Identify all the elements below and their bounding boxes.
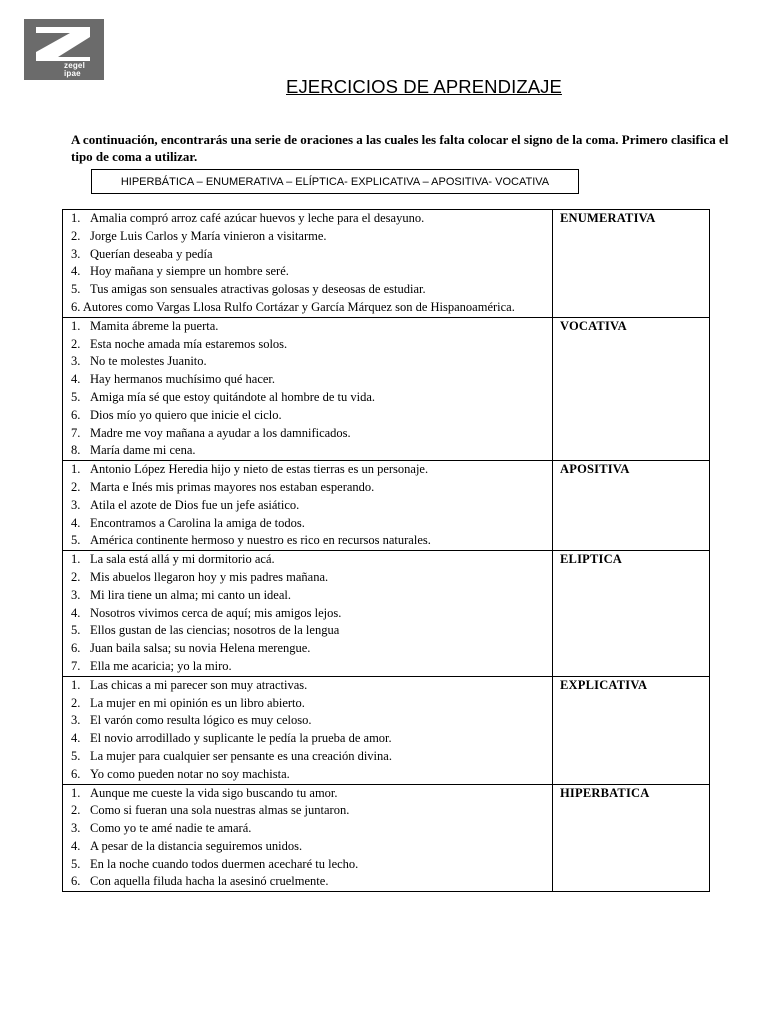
sentence-item (71, 263, 545, 281)
sentence-text: La mujer en mi opinión es un libro abierto. (90, 695, 305, 710)
sentence-text: Las chicas a mi parecer son muy atractivas. (90, 677, 308, 692)
sentence-text: María dame mi cena. (90, 443, 196, 458)
sentence-text: Esta noche amada mía estaremos solos. (90, 336, 288, 351)
sentence-text: Tus amigas son sensuales atractivas golosas y deseosas de estudiar. (90, 282, 426, 297)
sentence-item (71, 371, 545, 389)
sentence-item (71, 281, 545, 299)
sentence-number: 2. (71, 336, 81, 351)
sentence-text: Hoy mañana y siempre un hombre seré. (90, 264, 289, 279)
sentence-item (71, 802, 545, 820)
sentence-number: 3. (71, 713, 81, 728)
sentence-text: Jorge Luis Carlos y María vinieron a visitarme. (90, 228, 327, 243)
sentence-list (63, 784, 553, 892)
exercise-row (63, 461, 710, 551)
sentence-item (71, 873, 545, 891)
sentence-text: A pesar de la distancia seguiremos unidos. (90, 838, 303, 853)
sentence-number: 7. (71, 425, 81, 440)
sentence-item (71, 353, 545, 371)
sentence-number: 3. (71, 246, 81, 261)
sentence-number: 4. (71, 605, 81, 620)
sentence-text: La mujer para cualquier ser pensante es una creación divina. (90, 748, 392, 763)
sentence-list (63, 551, 553, 677)
sentence-text: El novio arrodillado y suplicante le pedía la prueba de amor. (90, 731, 392, 746)
sentence-item (71, 695, 545, 713)
sentence-text: Nosotros vivimos cerca de aquí; mis amigos lejos. (90, 605, 342, 620)
sentence-item (71, 569, 545, 587)
sentence-item (71, 515, 545, 533)
sentence-number: 1. (71, 552, 81, 567)
sentence-text: Antonio López Heredia hijo y nieto de estas tierras es un personaje. (90, 462, 429, 477)
exercise-row (63, 784, 710, 892)
sentence-text: Aunque me cueste la vida sigo buscando tu amor. (90, 785, 338, 800)
comma-type-answer: ENUMERATIVA (553, 210, 710, 318)
sentence-number: 1. (71, 462, 81, 477)
sentence-number: 8. (71, 443, 81, 458)
sentence-text: Como yo te amé nadie te amará. (90, 821, 252, 836)
sentence-text: Autores como Vargas Llosa Rulfo Cortázar y García Márquez son de Hispanoamérica. (82, 299, 515, 314)
sentence-text: El varón como resulta lógico es muy celoso. (90, 713, 312, 728)
sentence-item (71, 838, 545, 856)
comma-type-answer: APOSITIVA (553, 461, 710, 551)
sentence-text: Mamita ábreme la puerta. (90, 318, 219, 333)
sentence-item (71, 730, 545, 748)
sentence-text: Marta e Inés mis primas mayores nos estaban esperando. (90, 479, 375, 494)
sentence-text: Amalia compró arroz café azúcar huevos y leche para el desayuno. (90, 211, 425, 225)
sentence-number: 2. (71, 479, 81, 494)
comma-type-answer: VOCATIVA (553, 317, 710, 460)
sentence-item (71, 785, 545, 803)
logo-line1: zegel (64, 61, 86, 70)
sentence-number: 2. (71, 695, 81, 710)
sentence-item (71, 748, 545, 766)
exercise-row (63, 317, 710, 460)
sentence-item (71, 407, 545, 425)
sentence-number: 1. (71, 785, 81, 800)
sentence-item (71, 425, 545, 443)
sentence-item (71, 658, 545, 676)
sentence-number: 3. (71, 821, 81, 836)
exercise-row (63, 210, 710, 318)
sentence-item (71, 856, 545, 874)
sentence-number: 5. (71, 748, 81, 763)
sentence-item (71, 461, 545, 479)
sentence-text: Encontramos a Carolina la amiga de todos. (90, 515, 305, 530)
sentence-text: Mis abuelos llegaron hoy y mis padres mañana. (90, 569, 329, 584)
instructions: A continuación, encontrarás una serie de oraciones a las cuales les falta colocar el signo de la coma. Primero clasifica el tipo de coma a utilizar. (71, 132, 729, 164)
sentence-number: 5. (71, 533, 81, 548)
page-title: EJERCICIOS DE APRENDIZAJE (286, 76, 562, 97)
sentence-number: 5. (71, 389, 81, 404)
sentence-text: Ella me acaricia; yo la miro. (90, 658, 232, 673)
sentence-item (71, 712, 545, 730)
sentence-text: Amiga mía sé que estoy quitándote al hombre de tu vida. (90, 389, 375, 404)
zegel-ipae-logo (24, 19, 104, 80)
sentence-item (71, 479, 545, 497)
sentence-text: Querían deseaba y pedía (90, 246, 213, 261)
sentence-item (71, 587, 545, 605)
sentence-number: 6. (71, 874, 81, 889)
comma-types-box: HIPERBÁTICA – ENUMERATIVA – ELÍPTICA- EXPLICATIVA – APOSITIVA- VOCATIVA (91, 169, 579, 194)
sentence-item (71, 622, 545, 640)
sentence-item (71, 228, 545, 246)
sentence-number: 5. (71, 282, 81, 297)
comma-type-answer: ELIPTICA (553, 551, 710, 677)
sentence-text: No te molestes Juanito. (90, 354, 207, 369)
sentence-number: 4. (71, 731, 81, 746)
sentence-number: 2. (71, 569, 81, 584)
sentence-item (71, 605, 545, 623)
sentence-item (71, 299, 545, 317)
sentence-number: 6. (71, 641, 81, 656)
sentence-item (71, 532, 545, 550)
sentence-list (63, 210, 553, 318)
sentence-number: 3. (71, 354, 81, 369)
sentence-text: La sala está allá y mi dormitorio acá. (90, 552, 275, 567)
sentence-item (71, 677, 545, 695)
sentence-number: 2. (71, 228, 81, 243)
sentence-item (71, 551, 545, 569)
sentence-text: Yo como pueden notar no soy machista. (90, 766, 290, 781)
sentence-text: En la noche cuando todos duermen acecharé tu lecho. (90, 856, 359, 871)
sentence-text: Madre me voy mañana a ayudar a los damnificados. (90, 425, 351, 440)
sentence-text: Atila el azote de Dios fue un jefe asiático. (90, 497, 300, 512)
sentence-number: 7. (71, 658, 81, 673)
sentence-number: 3. (71, 587, 81, 602)
sentence-number: 4. (71, 264, 81, 279)
sentence-number: 5. (71, 623, 81, 638)
sentence-number: 4. (71, 372, 81, 387)
sentence-text: América continente hermoso y nuestro es rico en recursos naturales. (90, 533, 431, 548)
exercise-table (62, 209, 710, 892)
sentence-item (71, 766, 545, 784)
sentence-list (63, 676, 553, 784)
comma-type-answer: EXPLICATIVA (553, 676, 710, 784)
sentence-number: 4. (71, 838, 81, 853)
sentence-item (71, 442, 545, 460)
sentence-number: 1. (71, 677, 81, 692)
sentence-text: Hay hermanos muchísimo qué hacer. (90, 372, 276, 387)
sentence-item (71, 640, 545, 658)
sentence-list (63, 461, 553, 551)
sentence-item (71, 497, 545, 515)
sentence-item (71, 336, 545, 354)
sentence-list (63, 317, 553, 460)
sentence-text: Como si fueran una sola nuestras almas se juntaron. (90, 803, 350, 818)
sentence-text: Juan baila salsa; su novia Helena merengue. (90, 641, 311, 656)
sentence-item (71, 820, 545, 838)
sentence-item (71, 318, 545, 336)
sentence-number: 6. (71, 299, 81, 314)
logo-line2: ipae (64, 69, 81, 78)
comma-type-answer: HIPERBATICA (553, 784, 710, 892)
sentence-text: Ellos gustan de las ciencias; nosotros de la lengua (90, 623, 340, 638)
sentence-number: 2. (71, 803, 81, 818)
sentence-number: 4. (71, 515, 81, 530)
exercise-row (63, 551, 710, 677)
sentence-item (71, 246, 545, 264)
sentence-number: 5. (71, 856, 81, 871)
sentence-text: Dios mío yo quiero que inicie el ciclo. (90, 407, 282, 422)
sentence-number: 6. (71, 407, 81, 422)
sentence-text: Mi lira tiene un alma; mi canto un ideal. (90, 587, 291, 602)
exercise-row (63, 676, 710, 784)
sentence-number: 1. (71, 318, 81, 333)
sentence-text: Con aquella filuda hacha la asesinó cruelmente. (90, 874, 329, 889)
sentence-number: 1. (71, 211, 81, 225)
sentence-item (71, 389, 545, 407)
sentence-number: 6. (71, 766, 81, 781)
sentence-item (71, 210, 545, 228)
sentence-number: 3. (71, 497, 81, 512)
